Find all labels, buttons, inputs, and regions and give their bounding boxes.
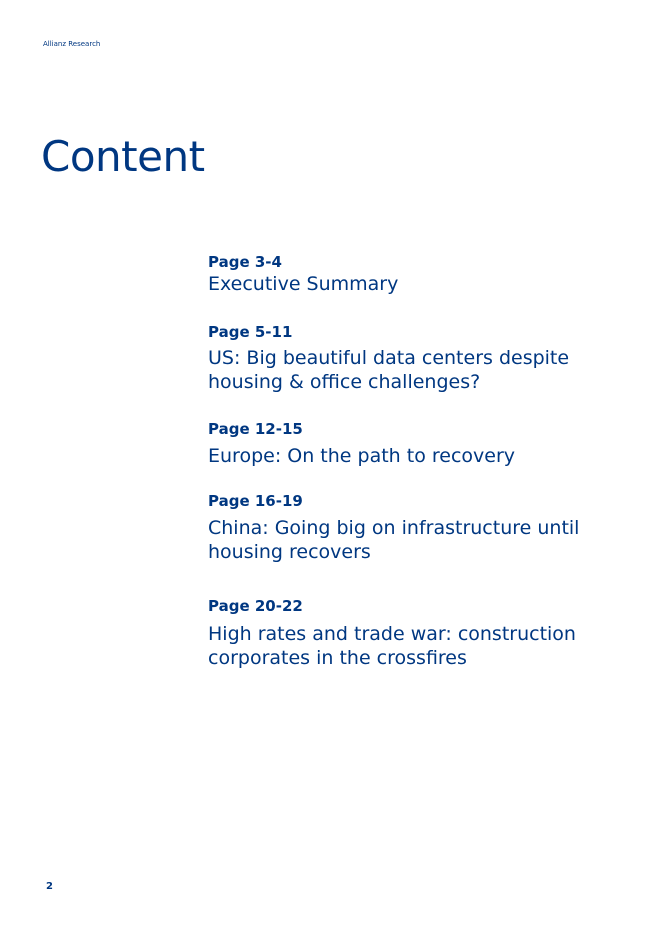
toc-entry-executive-summary[interactable] [208, 253, 628, 296]
toc-section-title-line: Europe: On the path to recovery [208, 445, 516, 467]
toc-section-title [208, 346, 628, 394]
toc-section-title [208, 622, 628, 670]
toc-page-range: Page 5-11 [208, 323, 293, 341]
toc-section-title [208, 272, 628, 296]
toc-section-title-line: Executive Summary [208, 273, 399, 295]
toc-entry-high-rates[interactable] [208, 597, 628, 670]
header-label: Allianz Research [43, 40, 101, 48]
toc-section-title-line: China: Going big on infrastructure until [208, 517, 580, 539]
toc-section-title [208, 444, 628, 468]
toc-section-title-line: housing recovers [208, 541, 371, 563]
toc-page-range: Page 20-22 [208, 597, 303, 615]
toc-section-title-line: US: Big beautiful data centers despite [208, 347, 570, 369]
toc-section-title [208, 516, 628, 564]
toc-page-range: Page 3-4 [208, 253, 282, 271]
page-title: Content [41, 132, 205, 181]
toc-entry-china[interactable] [208, 492, 628, 564]
page-number: 2 [46, 881, 53, 892]
toc-page-range: Page 12-15 [208, 420, 303, 438]
toc-section-title-line: housing & office challenges? [208, 371, 481, 393]
toc-page-range: Page 16-19 [208, 492, 303, 510]
toc-section-title-line: High rates and trade war: construction [208, 623, 576, 645]
toc-section-title-line: corporates in the crossfires [208, 647, 467, 669]
toc-entry-europe[interactable] [208, 420, 628, 468]
toc-entry-us[interactable] [208, 323, 628, 394]
